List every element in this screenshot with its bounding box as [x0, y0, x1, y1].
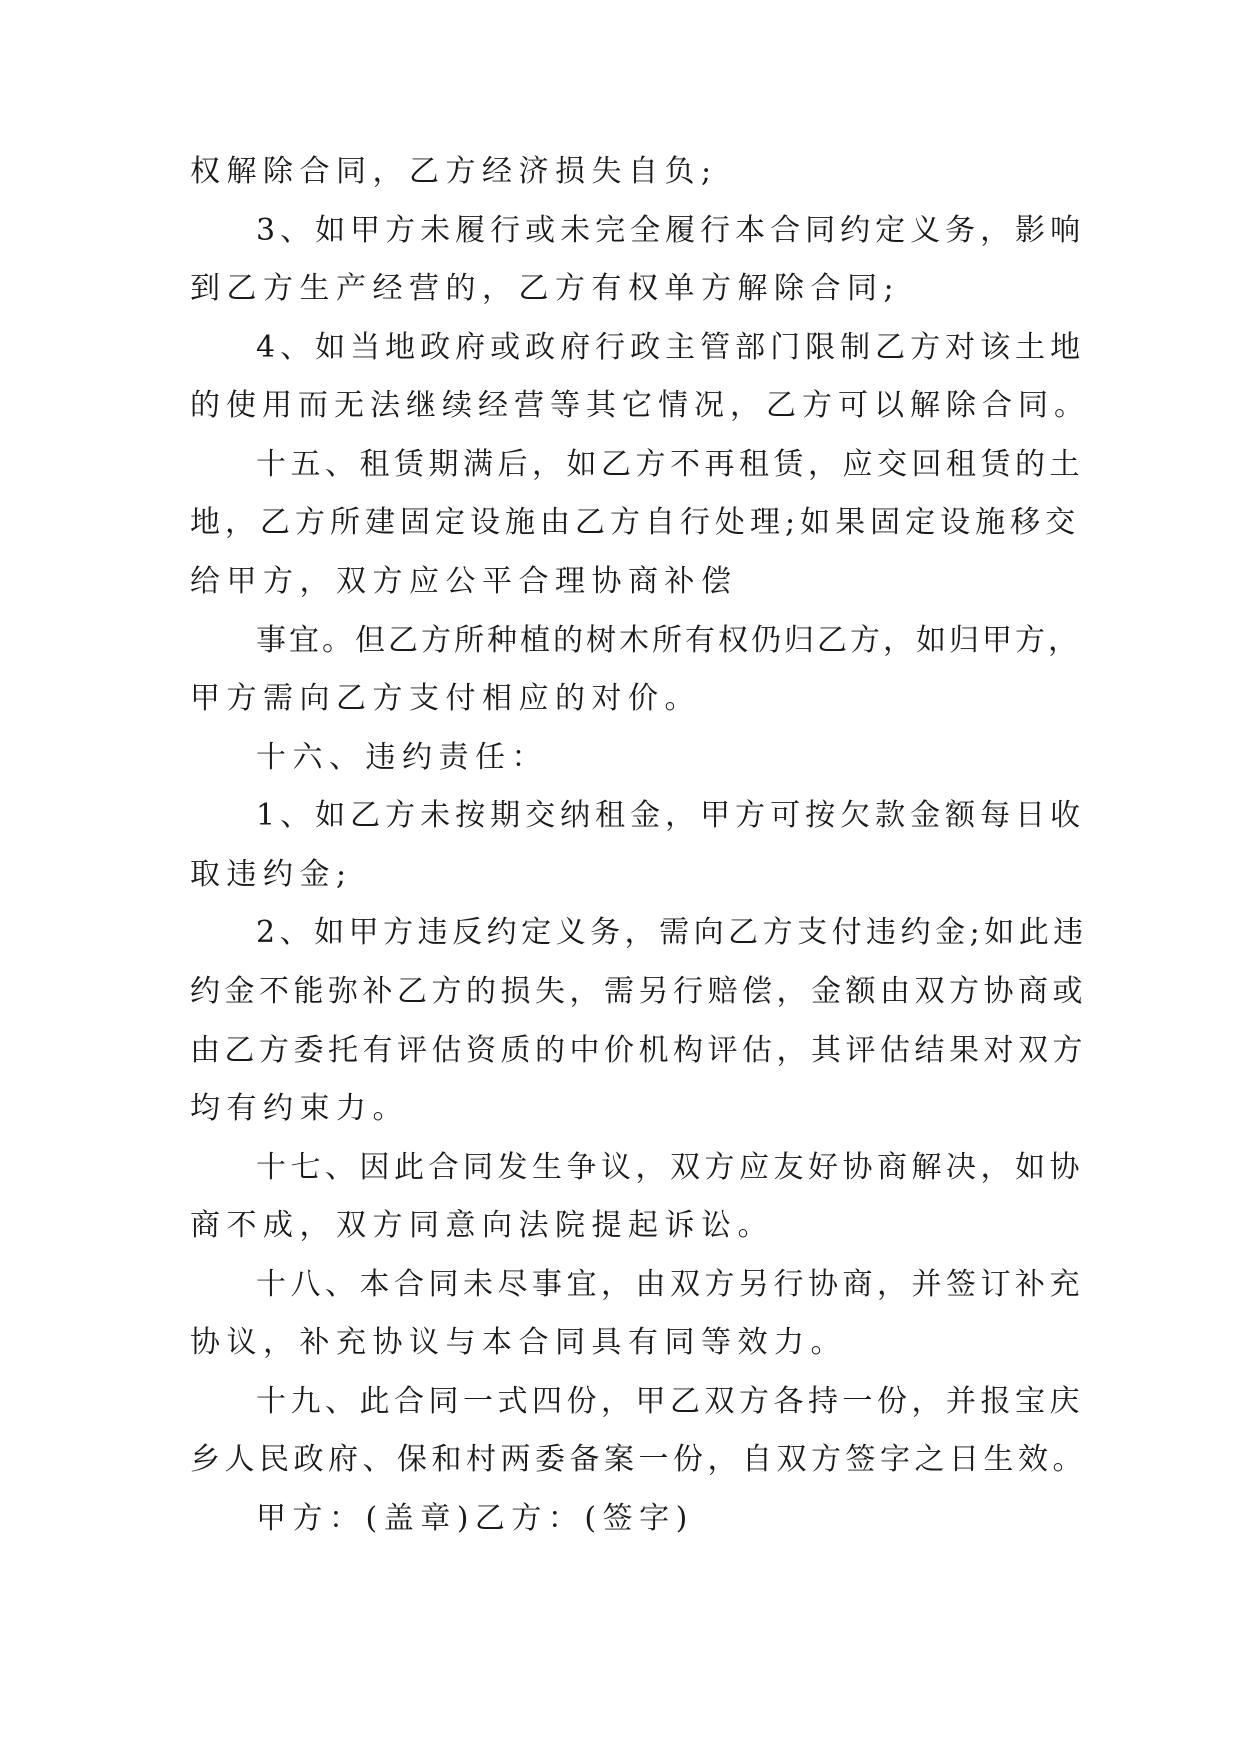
- text-line-16: 由乙方委托有评估资质的中价机构评估，其评估结果对双方: [190, 1033, 1087, 1068]
- text-line-18: 十七、因此合同发生争议，双方应友好协商解决，如协: [256, 1150, 1084, 1185]
- text-line-6: 十五、租赁期满后，如乙方不再租赁，应交回租赁的土: [256, 447, 1084, 482]
- text-line-13: 取违约金;: [190, 857, 353, 892]
- text-line-1: 权解除合同，乙方经济损失自负;: [190, 154, 718, 189]
- signature-line: 甲方：(盖章)乙方：(签字): [256, 1501, 694, 1536]
- text-line-17: 均有约束力。: [190, 1091, 409, 1126]
- text-line-2: 3、如甲方未履行或未完全履行本合同约定义务，影响: [256, 213, 1086, 248]
- text-line-10: 甲方需向乙方支付相应的对价。: [190, 681, 701, 716]
- text-line-19: 商不成，双方同意向法院提起诉讼。: [190, 1208, 774, 1243]
- text-line-4: 4、如当地政府或政府行政主管部门限制乙方对该土地: [256, 330, 1086, 365]
- text-line-11: 十六、违约责任：: [256, 740, 548, 775]
- text-line-5: 的使用而无法继续经营等其它情况，乙方可以解除合同。: [190, 388, 1090, 423]
- text-line-21: 协议，补充协议与本合同具有同等效力。: [190, 1325, 847, 1360]
- text-line-15: 约金不能弥补乙方的损失，需另行赔偿，金额由双方协商或: [190, 974, 1087, 1009]
- text-line-20: 十八、本合同未尽事宜，由双方另行协商，并签订补充: [256, 1267, 1084, 1302]
- text-line-23: 乡人民政府、保和村两委备案一份，自双方签字之日生效。: [190, 1442, 1087, 1477]
- text-line-12: 1、如乙方未按期交纳租金，甲方可按欠款金额每日收: [256, 798, 1086, 833]
- text-line-8: 给甲方，双方应公平合理协商补偿: [190, 564, 738, 599]
- text-line-14: 2、如甲方违反约定义务，需向乙方支付违约金;如此违: [256, 915, 1088, 950]
- text-line-22: 十九、此合同一式四份，甲乙双方各持一份，并报宝庆: [256, 1384, 1084, 1419]
- text-line-7: 地，乙方所建固定设施由乙方自行处理;如果固定设施移交: [190, 505, 1081, 540]
- text-line-3: 到乙方生产经营的，乙方有权单方解除合同;: [190, 271, 901, 306]
- text-line-9: 事宜。但乙方所种植的树木所有权仍归乙方，如归甲方，: [256, 623, 1081, 658]
